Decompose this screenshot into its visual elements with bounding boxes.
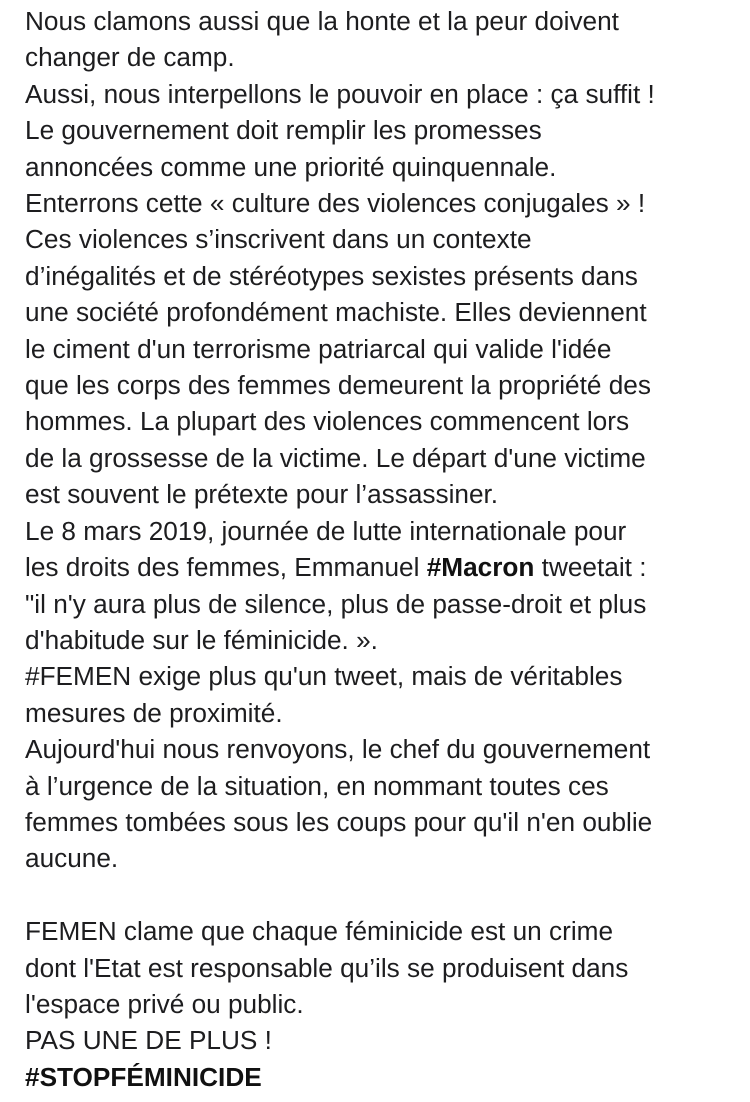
text-line: Aussi, nous interpellons le pouvoir en place : ça suffit ! bbox=[25, 78, 655, 109]
text-line: que les corps des femmes demeurent la propriété des bbox=[25, 370, 651, 401]
macron-line bbox=[25, 549, 732, 585]
text-line: le ciment d'un terrorisme patriarcal qui valide l'idée bbox=[25, 333, 612, 364]
text-line: est souvent le prétexte pour l’assassiner. bbox=[25, 479, 499, 510]
text-line: #FEMEN exige plus qu'un tweet, mais de véritables bbox=[25, 661, 623, 692]
paragraph-spacer bbox=[25, 877, 732, 913]
text-line: FEMEN clame que chaque féminicide est un crime bbox=[25, 916, 614, 947]
text-line: changer de camp. bbox=[25, 42, 235, 73]
text-line: dont l'Etat est responsable qu’ils se produisent dans bbox=[25, 952, 629, 983]
text-line: hommes. La plupart des violences commencent lors bbox=[25, 406, 630, 437]
text-line: mesures de proximité. bbox=[25, 697, 283, 728]
text-line: à l’urgence de la situation, en nommant toutes ces bbox=[25, 770, 609, 801]
macron-line-after: tweetait : bbox=[534, 552, 647, 583]
text-line: une société profondément machiste. Elles deviennent bbox=[25, 297, 647, 328]
text-line: femmes tombées sous les coups pour qu'il n'en oublie bbox=[25, 806, 653, 837]
text-line: d'habitude sur le féminicide. ». bbox=[25, 624, 378, 655]
text-line: Le gouvernement doit remplir les promesses bbox=[25, 115, 542, 146]
text-line: Ces violences s’inscrivent dans un contexte bbox=[25, 224, 532, 255]
hashtag-stopfeminicide-link[interactable]: #STOPFÉMINICIDE bbox=[25, 1061, 262, 1092]
text-line: PAS UNE DE PLUS ! bbox=[25, 1025, 272, 1056]
text-line: de la grossesse de la victime. Le départ d'une victime bbox=[25, 442, 646, 473]
text-line: Aujourd'hui nous renvoyons, le chef du gouvernement bbox=[25, 734, 651, 765]
macron-line-before: les droits des femmes, Emmanuel bbox=[25, 552, 427, 583]
text-line: "il n'y aura plus de silence, plus de passe-droit et plus bbox=[25, 588, 647, 619]
text-line: Nous clamons aussi que la honte et la peur doivent bbox=[25, 6, 619, 36]
hashtag-macron-link[interactable]: #Macron bbox=[426, 552, 535, 583]
text-line: l'espace privé ou public. bbox=[25, 988, 304, 1019]
text-line: annoncées comme une priorité quinquennale. bbox=[25, 151, 557, 182]
text-line: d’inégalités et de stéréotypes sexistes présents dans bbox=[25, 260, 638, 291]
text-line: Le 8 mars 2019, journée de lutte internationale pour bbox=[25, 515, 627, 546]
text-line: aucune. bbox=[25, 843, 119, 874]
text-line: Enterrons cette « culture des violences conjugales » ! bbox=[25, 188, 646, 219]
